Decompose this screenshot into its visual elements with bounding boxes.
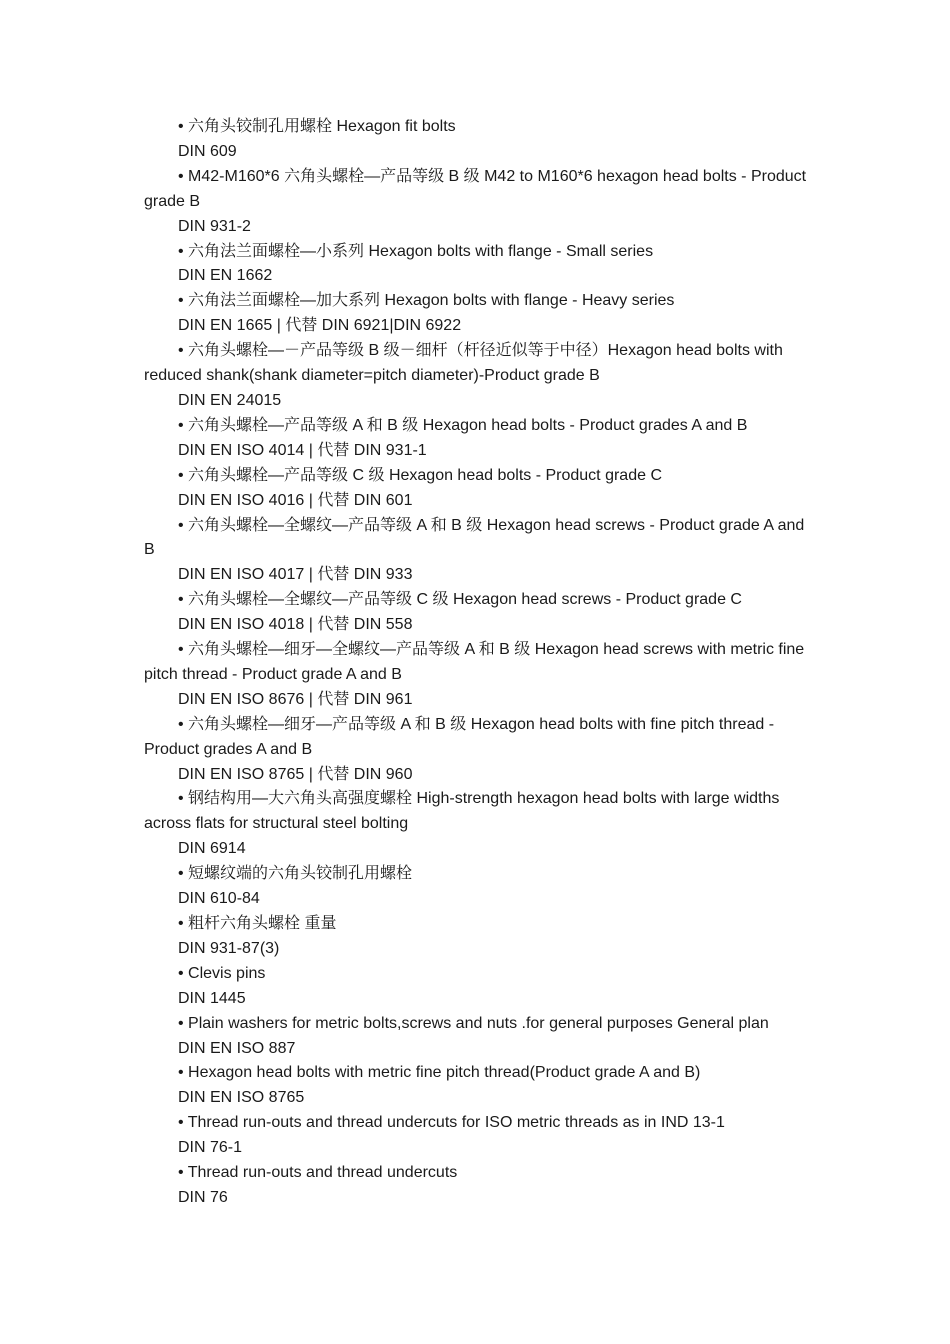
standard-description: • 短螺纹端的六角头铰制孔用螺栓: [178, 865, 413, 883]
standard-code: DIN 76: [178, 1188, 228, 1206]
standard-entry: [144, 787, 812, 862]
standard-description: • 六角头螺栓—全螺纹—产品等级 C 级 Hexagon head screws - Product grade C: [178, 591, 742, 609]
standard-code: DIN EN 1665 | 代替 DIN 6921|DIN 6922: [178, 317, 462, 335]
standard-code: DIN EN ISO 8765: [178, 1089, 305, 1107]
standard-description: • 六角头螺栓—产品等级 C 级 Hexagon head bolts - Product grade C: [178, 466, 662, 484]
standard-code: DIN 6914: [178, 840, 246, 858]
standard-entry: [144, 464, 812, 514]
standard-code: DIN EN 24015: [178, 391, 282, 409]
standard-entry: [144, 862, 812, 912]
standard-entry: [144, 165, 812, 240]
standard-code: DIN EN ISO 4017 | 代替 DIN 933: [178, 566, 413, 584]
standard-entry: [144, 1012, 812, 1062]
standard-description: • 六角头螺栓—产品等级 A 和 B 级 Hexagon head bolts - Product grades A and B: [178, 416, 748, 434]
standard-code: DIN 610-84: [178, 890, 260, 908]
standard-entry: [144, 588, 812, 638]
standard-entry: [144, 1161, 812, 1211]
standard-description: • 六角法兰面螺栓—加大系列 Hexagon bolts with flange - Heavy series: [178, 292, 675, 310]
standard-description: • 六角头螺栓—－产品等级 B 级－细杆（杆径近似等于中径）Hexagon head bolts with reduced shank(shank diameter=pitch diameter)-Product grade B: [144, 342, 783, 385]
standards-list: [144, 115, 812, 1211]
standard-entry: [144, 339, 812, 414]
standard-entry: [144, 962, 812, 1012]
standard-entry: [144, 240, 812, 290]
standard-entry: [144, 1061, 812, 1111]
standard-entry: [144, 638, 812, 713]
standard-description: • 六角法兰面螺栓—小系列 Hexagon bolts with flange - Small series: [178, 242, 654, 260]
standard-code: DIN EN ISO 4018 | 代替 DIN 558: [178, 616, 413, 634]
standard-description: • Thread run-outs and thread undercuts for ISO metric threads as in IND 13-1: [178, 1114, 725, 1132]
standard-entry: [144, 115, 812, 165]
standard-code: DIN EN ISO 4016 | 代替 DIN 601: [178, 491, 413, 509]
standard-code: DIN 1445: [178, 989, 246, 1007]
standard-code: DIN 609: [178, 142, 237, 160]
standard-description: • 六角头螺栓—细牙—全螺纹—产品等级 A 和 B 级 Hexagon head screws with metric fine pitch thread - Product grade A and B: [144, 641, 805, 683]
standard-entry: [144, 912, 812, 962]
standard-description: • 六角头螺栓—全螺纹—产品等级 A 和 B 级 Hexagon head screws - Product grade A and B: [144, 516, 805, 559]
standard-description: • 钢结构用—大六角头高强度螺栓 High-strength hexagon head bolts with large widths across flats for structural steel bolting: [144, 790, 780, 833]
standard-description: • 六角头螺栓—细牙—产品等级 A 和 B 级 Hexagon head bolts with fine pitch thread - Product grades A and B: [144, 715, 775, 758]
standard-entry: [144, 713, 812, 788]
standard-description: • Plain washers for metric bolts,screws and nuts .for general purposes General plan: [178, 1014, 769, 1032]
standard-description: • Clevis pins: [178, 964, 266, 982]
standard-entry: [144, 414, 812, 464]
standard-entry: [144, 1111, 812, 1161]
standard-code: DIN 76-1: [178, 1139, 243, 1157]
standard-code: DIN EN ISO 8765 | 代替 DIN 960: [178, 765, 413, 783]
standard-code: DIN EN ISO 887: [178, 1039, 296, 1057]
standard-code: DIN EN 1662: [178, 267, 273, 285]
standard-description: • M42-M160*6 六角头螺栓—产品等级 B 级 M42 to M160*6 hexagon head bolts - Product grade B: [144, 167, 807, 210]
standard-code: DIN EN ISO 8676 | 代替 DIN 961: [178, 690, 413, 708]
standard-description: • 粗杆六角头螺栓 重量: [178, 915, 337, 932]
standard-description: • 六角头铰制孔用螺栓 Hexagon fit bolts: [178, 118, 456, 135]
standard-entry: [144, 514, 812, 589]
standard-description: • Hexagon head bolts with metric fine pitch thread(Product grade A and B): [178, 1064, 701, 1082]
standard-code: DIN 931-87(3): [178, 939, 280, 957]
standard-entry: [144, 289, 812, 339]
standard-code: DIN EN ISO 4014 | 代替 DIN 931-1: [178, 441, 427, 459]
standard-code: DIN 931-2: [178, 217, 251, 235]
standard-description: • Thread run-outs and thread undercuts: [178, 1164, 458, 1182]
